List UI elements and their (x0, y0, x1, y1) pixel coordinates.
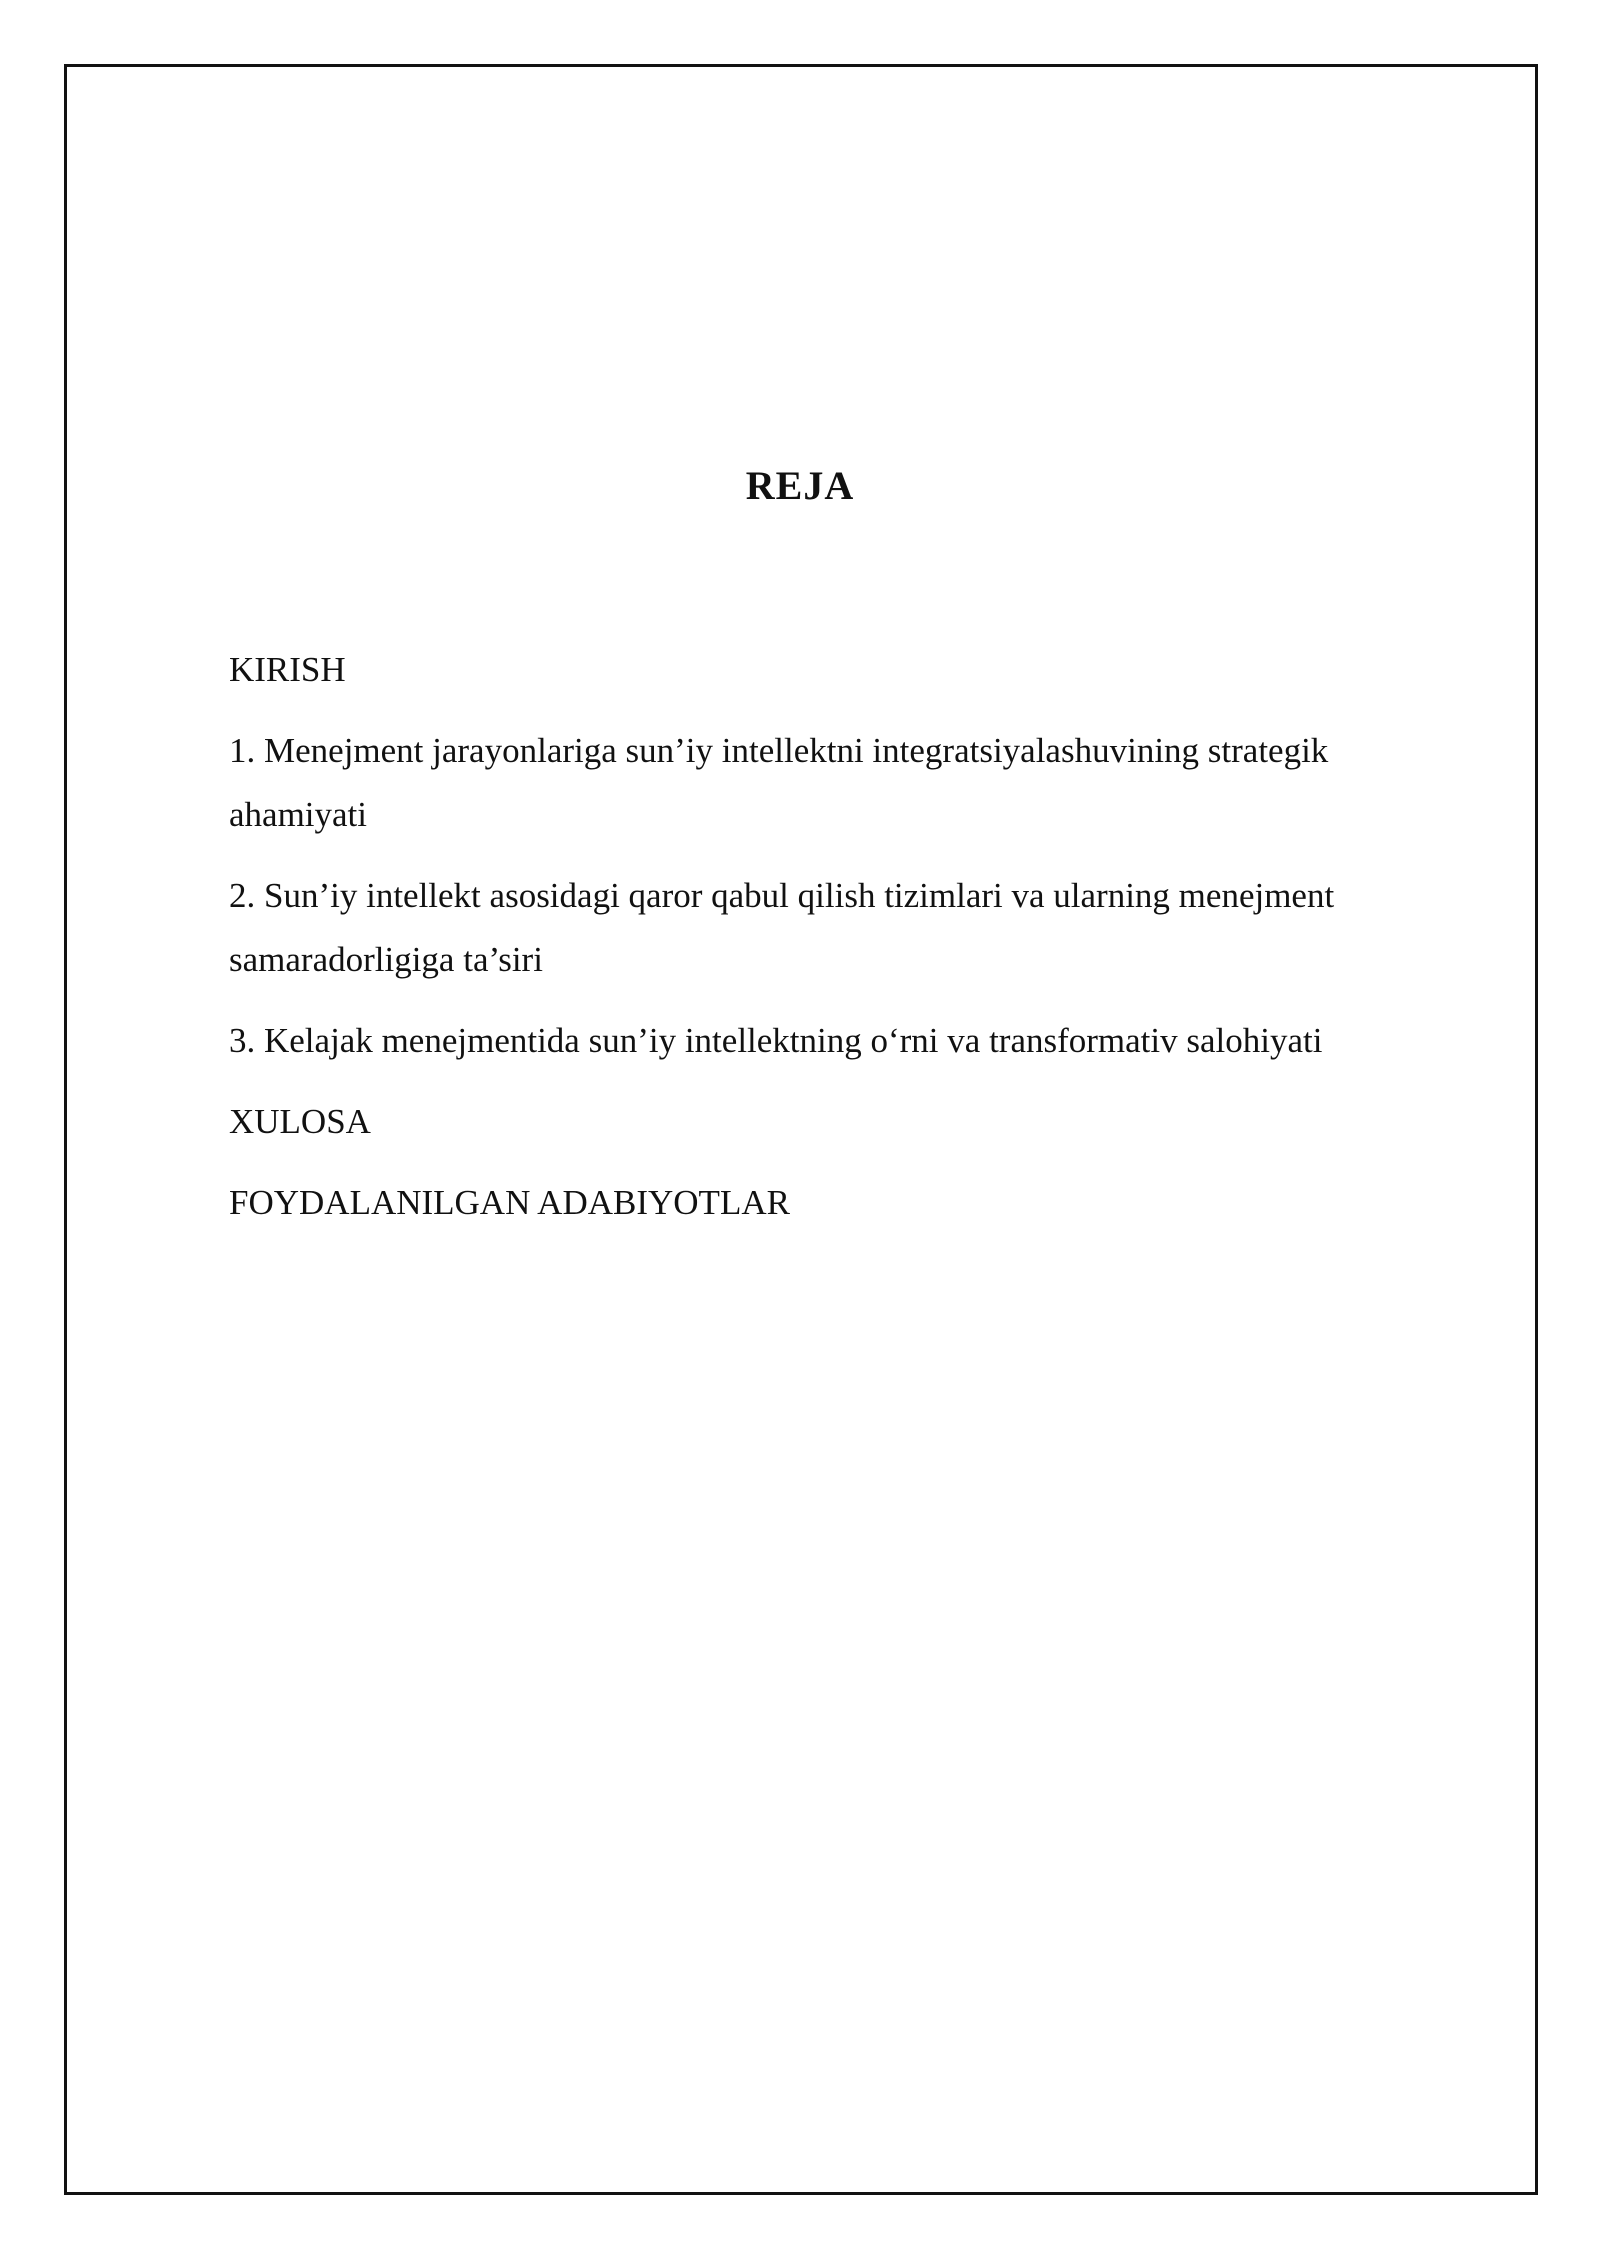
plan-item-2: 2. Sun’iy intellekt asosidagi qaror qabul qilish tizimlari va ularning menejment samaradorligiga ta’siri (229, 876, 1335, 979)
plan-list (229, 638, 1469, 1252)
plan-item-1: 1. Menejment jarayonlariga sun’iy intellektni integratsiyalashuvining strategik ahamiyati (229, 731, 1329, 834)
plan-item-3: 3. Kelajak menejmentida sun’iy intellektning o‘rni va transformativ salohiyati (229, 1021, 1323, 1060)
plan-item-conclusion: XULOSA (229, 1102, 371, 1141)
page-title: REJA (745, 463, 855, 508)
plan-item-introduction: KIRISH (229, 650, 346, 689)
plan-item-references: FOYDALANILGAN ADABIYOTLAR (229, 1183, 790, 1222)
